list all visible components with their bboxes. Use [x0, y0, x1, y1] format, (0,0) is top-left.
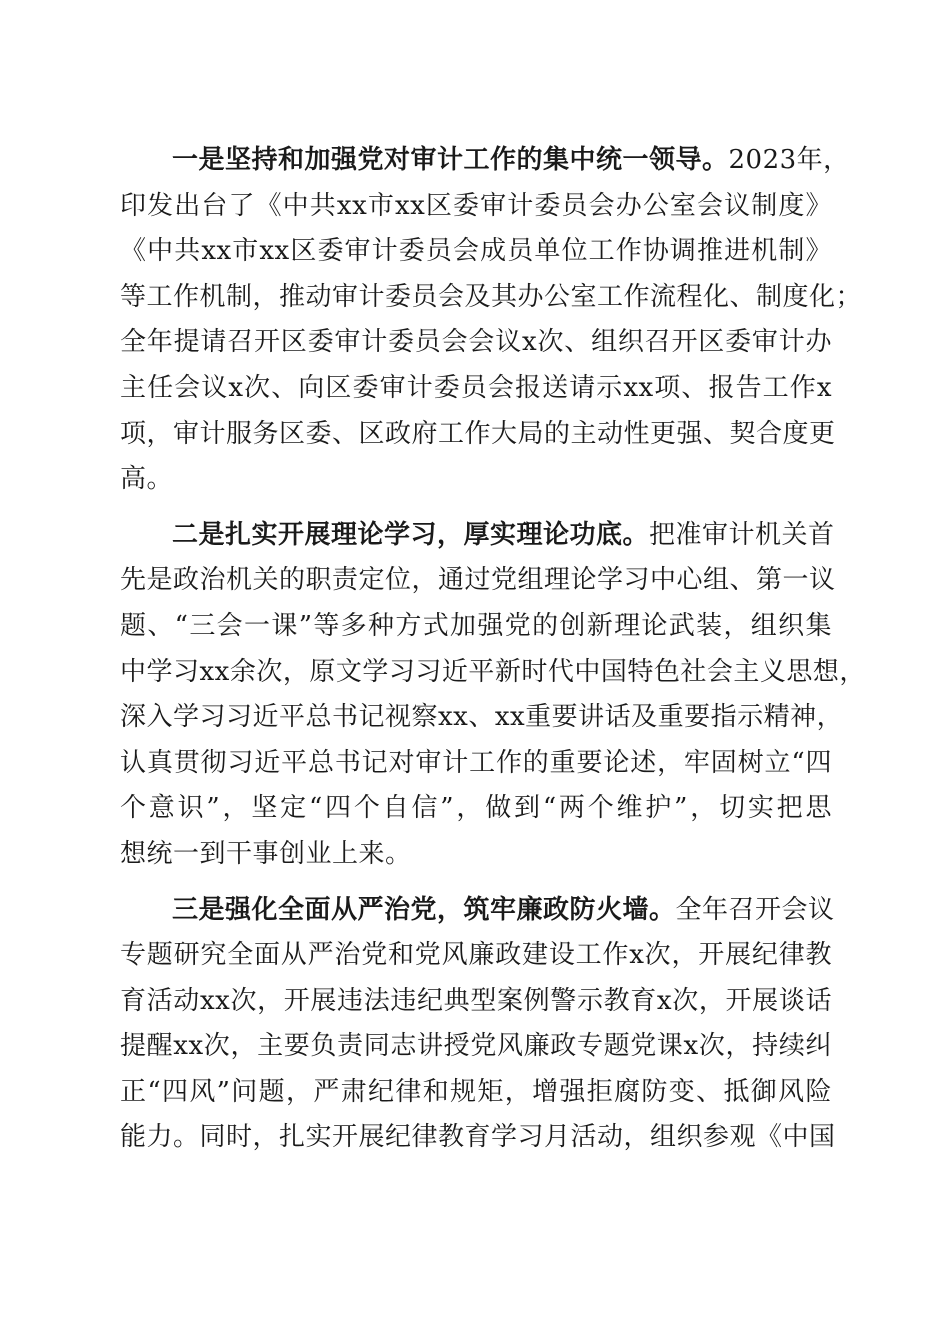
paragraph-party-leadership: [120, 138, 863, 503]
paragraph-line: 个意识”，坚定“四个自信”，做到“两个维护”，切实把思: [120, 793, 832, 824]
paragraph-line: 《中共xx市xx区委审计委员会成员单位工作协调推进机制》: [120, 236, 832, 267]
paragraph-line: 高。: [120, 464, 174, 495]
paragraph-first-line: [120, 513, 835, 559]
paragraph-lead: 二是扎实开展理论学习，厚实理论功底。: [172, 519, 650, 550]
document-body: [120, 138, 866, 1161]
paragraph-line: 主任会议x次、向区委审计委员会报送请示xx项、报告工作x: [120, 372, 832, 403]
paragraph-line: 提醒xx次，主要负责同志讲授党风廉政专题党课x次，持续纠: [120, 1031, 832, 1062]
paragraph-first-line: [120, 888, 835, 934]
paragraph-first-line: [120, 138, 850, 184]
paragraph-line: 题、“三会一课”等多种方式加强党的创新理论武装，组织集: [120, 610, 832, 641]
paragraph-line: 想统一到干事创业上来。: [120, 838, 412, 869]
paragraph-line: 专题研究全面从严治党和党风廉政建设工作x次，开展纪律教: [120, 940, 832, 971]
paragraph-theory-study: [120, 513, 866, 878]
paragraph-first-line-rest: 2023年，: [728, 145, 850, 175]
paragraph-lead: 三是强化全面从严治党，筑牢廉政防火墙。: [172, 894, 676, 925]
paragraph-line: 认真贯彻习近平总书记对审计工作的重要论述，牢固树立“四: [120, 747, 832, 778]
paragraph-first-line-rest: 把准审计机关首: [649, 519, 835, 550]
paragraph-line: 印发出台了《中共xx市xx区委审计委员会办公室会议制度》: [120, 190, 832, 221]
paragraph-lead: 一是坚持和加强党对审计工作的集中统一领导。: [172, 145, 729, 175]
paragraph-line: 正“四风”问题，严肃纪律和规矩，增强拒腐防变、抵御风险: [120, 1076, 832, 1107]
paragraph-line: 先是政治机关的职责定位，通过党组理论学习中心组、第一议: [120, 565, 836, 596]
paragraph-line: 深入学习习近平总书记视察xx、xx重要讲话及重要指示精神，: [120, 702, 844, 733]
paragraph-party-discipline: [120, 888, 836, 1162]
paragraph-line: 能力。同时，扎实开展纪律教育学习月活动，组织参观《中国: [120, 1122, 836, 1153]
paragraph-line: 中学习xx余次，原文学习习近平新时代中国特色社会主义思想，: [120, 656, 866, 687]
paragraph-line: 全年提请召开区委审计委员会会议x次、组织召开区委审计办: [120, 327, 832, 358]
paragraph-line: 项，审计服务区委、区政府工作大局的主动性更强、契合度更: [120, 418, 836, 449]
paragraph-line: 等工作机制，推动审计委员会及其办公室工作流程化、制度化；: [120, 281, 863, 312]
paragraph-first-line-rest: 全年召开会议: [675, 894, 835, 925]
paragraph-line: 育活动xx次，开展违法违纪典型案例警示教育x次，开展谈话: [120, 985, 832, 1016]
